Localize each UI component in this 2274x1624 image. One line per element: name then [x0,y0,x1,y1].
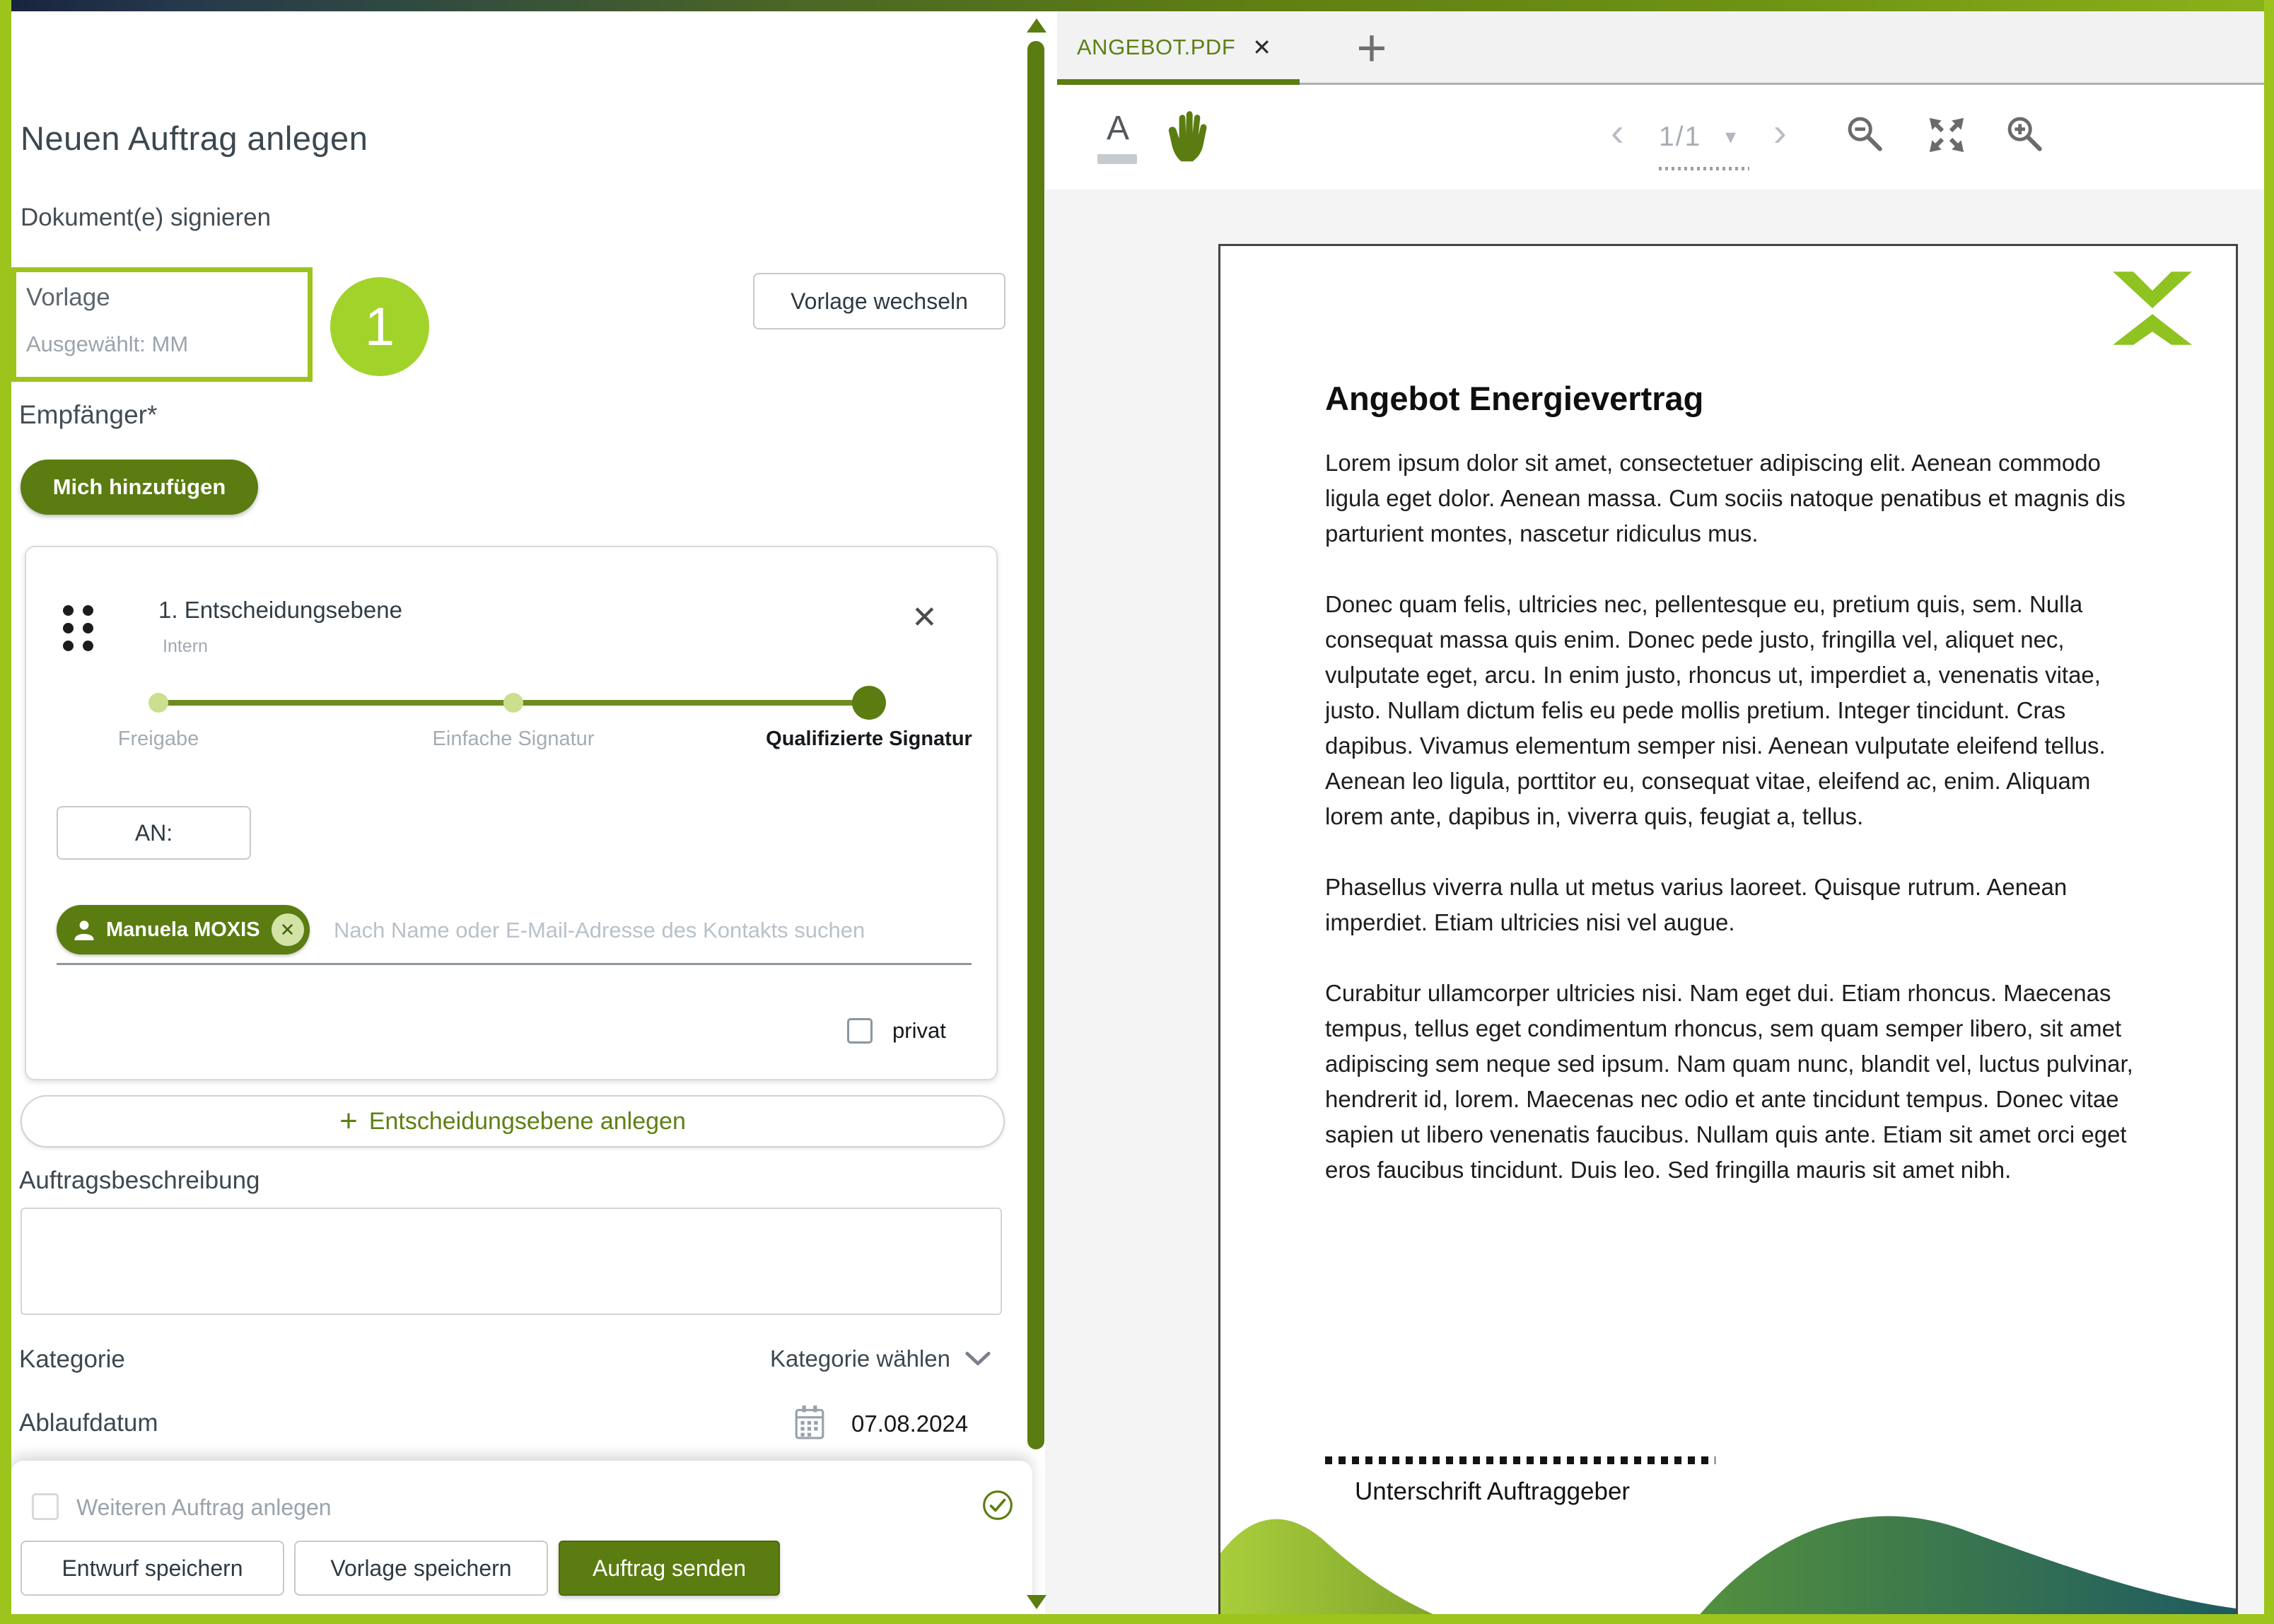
private-checkbox[interactable] [847,1018,873,1044]
order-description-label: Auftragsbeschreibung [19,1167,260,1194]
signature-label: Unterschrift Auftraggeber [1355,1478,1631,1505]
to-button[interactable]: AN: [57,806,251,860]
tab-angebot-pdf[interactable]: ANGEBOT.PDF ✕ [1077,34,1272,60]
page-dropdown-caret-icon[interactable]: ▾ [1725,125,1737,148]
another-order-checkbox[interactable] [32,1493,59,1520]
close-icon[interactable]: ✕ [911,600,938,635]
window-border-top [0,0,2274,11]
contact-search-underline [57,963,972,965]
window-border-right [2264,0,2274,1624]
expiry-date-label: Ablaufdatum [19,1409,158,1437]
step-dot-qualifizierte-signatur[interactable] [852,686,886,720]
chevron-down-icon [964,1350,991,1367]
document-tab-strip [1057,11,2264,85]
template-selected-value: Ausgewählt: MM [26,332,189,356]
person-icon [72,918,96,942]
step-dot-freigabe[interactable] [148,693,168,713]
add-me-button[interactable]: Mich hinzufügen [21,460,258,515]
send-order-button[interactable]: Auftrag senden [559,1541,780,1596]
decorative-hills [1220,1468,2236,1617]
save-draft-button[interactable]: Entwurf speichern [21,1541,284,1596]
pdf-toolbar [1045,85,2264,189]
document-body [1325,445,2145,1223]
recipient-chip-name: Manuela MOXIS [106,918,260,941]
font-tool-underline [1097,154,1137,164]
template-highlight-box [11,267,313,382]
page-subtitle: Dokument(e) signieren [21,204,272,231]
calendar-icon[interactable] [795,1406,824,1439]
page-indicator-dotted-line [1659,167,1749,170]
step-dot-einfache-signatur[interactable] [503,693,523,713]
plus-icon: + [339,1104,358,1138]
step-label-einfache-signatur: Einfache Signatur [432,728,595,750]
document-paragraph: Donec quam felis, ultricies nec, pellentesque eu, pretium quis, sem. Nulla consequat massa quis enim. Donec pede justo, fringilla vel, aliquet nec, vulputate eget, arcu. In enim justo, rhoncus ut, imperdiet a, venenatis vitae, justo. Nullam dictum felis eu pede mollis pretium. Integer tincidunt. Cras dapibus. Vivamus elementum semper nisi. Aenean vulputate eleifend tellus. Aenean leo ligula, porttitor eu, consequat vitae, eleifend ac, enim. Aliquam lorem ante, dapibus in, viverra quis, feugiat a, tellus. [1325,591,2106,829]
step-label-freigabe: Freigabe [117,728,199,750]
add-decision-level-button[interactable]: + Entscheidungsebene anlegen [21,1095,1005,1147]
pdf-page [1218,244,2238,1619]
signature-dotted-line [1325,1456,1715,1464]
order-description-textarea[interactable] [21,1208,1002,1315]
zoom-in-icon[interactable] [2005,115,2045,158]
add-document-tab-button[interactable]: + [1356,18,1387,77]
next-page-button[interactable]: › [1773,110,1787,154]
private-label: privat [892,1018,946,1043]
annotation-badge-1: 1 [330,277,429,376]
document-paragraph: Lorem ipsum dolor sit amet, consectetuer adipiscing elit. Aenean commodo ligula eget dolor. Aenean massa. Cum sociis natoque penatibus et magnis dis parturient montes, nascetur ridiculus mus. [1325,450,2126,547]
scrollbar-up-arrow[interactable] [1027,18,1046,33]
decision-level-card [25,546,998,1080]
category-label: Kategorie [19,1345,125,1373]
zoom-out-icon[interactable] [1846,115,1885,158]
template-label: Vorlage [26,284,110,311]
document-paragraph: Curabitur ullamcorper ultricies nisi. Nam eget dui. Etiam rhoncus. Maecenas tempus, tellus eget condimentum rhoncus, sem quam semper libero, sit amet adipiscing sem neque sed ipsum. Nam quam nunc, blandit vel, luctus pulvinar, hendrerit id, lorem. Maecenas nec odio et ante tincidunt tempus. Donec vitae sapien ut libero venenatis faucibus. Nullam quis ante. Etiam sit amet orci eget eros faucibus tincidunt. Duis leo. Sed fringilla mauris sit amet nibh. [1325,980,2133,1183]
window-border-bottom [0,1614,2274,1624]
another-order-label: Weiteren Auftrag anlegen [76,1495,332,1520]
remove-recipient-icon[interactable]: ✕ [272,913,304,946]
save-template-button[interactable]: Vorlage speichern [294,1541,548,1596]
company-logo-icon [2110,271,2195,349]
recipient-chip[interactable] [57,905,310,954]
category-select[interactable]: Kategorie wählen [742,1345,991,1372]
window-border-left [0,0,11,1624]
fullscreen-icon[interactable] [1926,115,1967,159]
document-paragraph: Phasellus viverra nulla ut metus varius laoreet. Quisque rutrum. Aenean imperdiet. Etiam ultricies nisi vel augue. [1325,874,2068,935]
hand-tool-icon[interactable] [1167,106,1213,170]
check-circle-icon[interactable] [981,1489,1014,1521]
scrollbar-thumb[interactable] [1027,41,1044,1449]
decision-level-title: 1. Entscheidungsebene [158,597,402,623]
scrollbar-down-arrow[interactable] [1027,1595,1046,1609]
document-title: Angebot Energievertrag [1325,380,1704,417]
active-tab-underline [1057,79,1300,85]
change-template-button[interactable]: Vorlage wechseln [753,273,1005,329]
page-indicator[interactable]: 1/1 [1659,122,1702,152]
expiry-date-value[interactable]: 07.08.2024 [851,1410,969,1437]
decision-level-subtitle: Intern [163,636,208,656]
step-label-qualifizierte-signatur: Qualifizierte Signatur [766,728,972,750]
previous-page-button[interactable]: ‹ [1611,110,1624,154]
form-footer-bar [11,1461,1032,1614]
contact-search-input[interactable] [332,906,964,954]
page-title: Neuen Auftrag anlegen [21,119,368,157]
recipients-label: Empfänger* [19,400,158,429]
tab-close-icon[interactable]: ✕ [1252,34,1272,60]
drag-handle-icon[interactable] [63,605,93,651]
font-tool-button[interactable]: A [1097,112,1138,164]
